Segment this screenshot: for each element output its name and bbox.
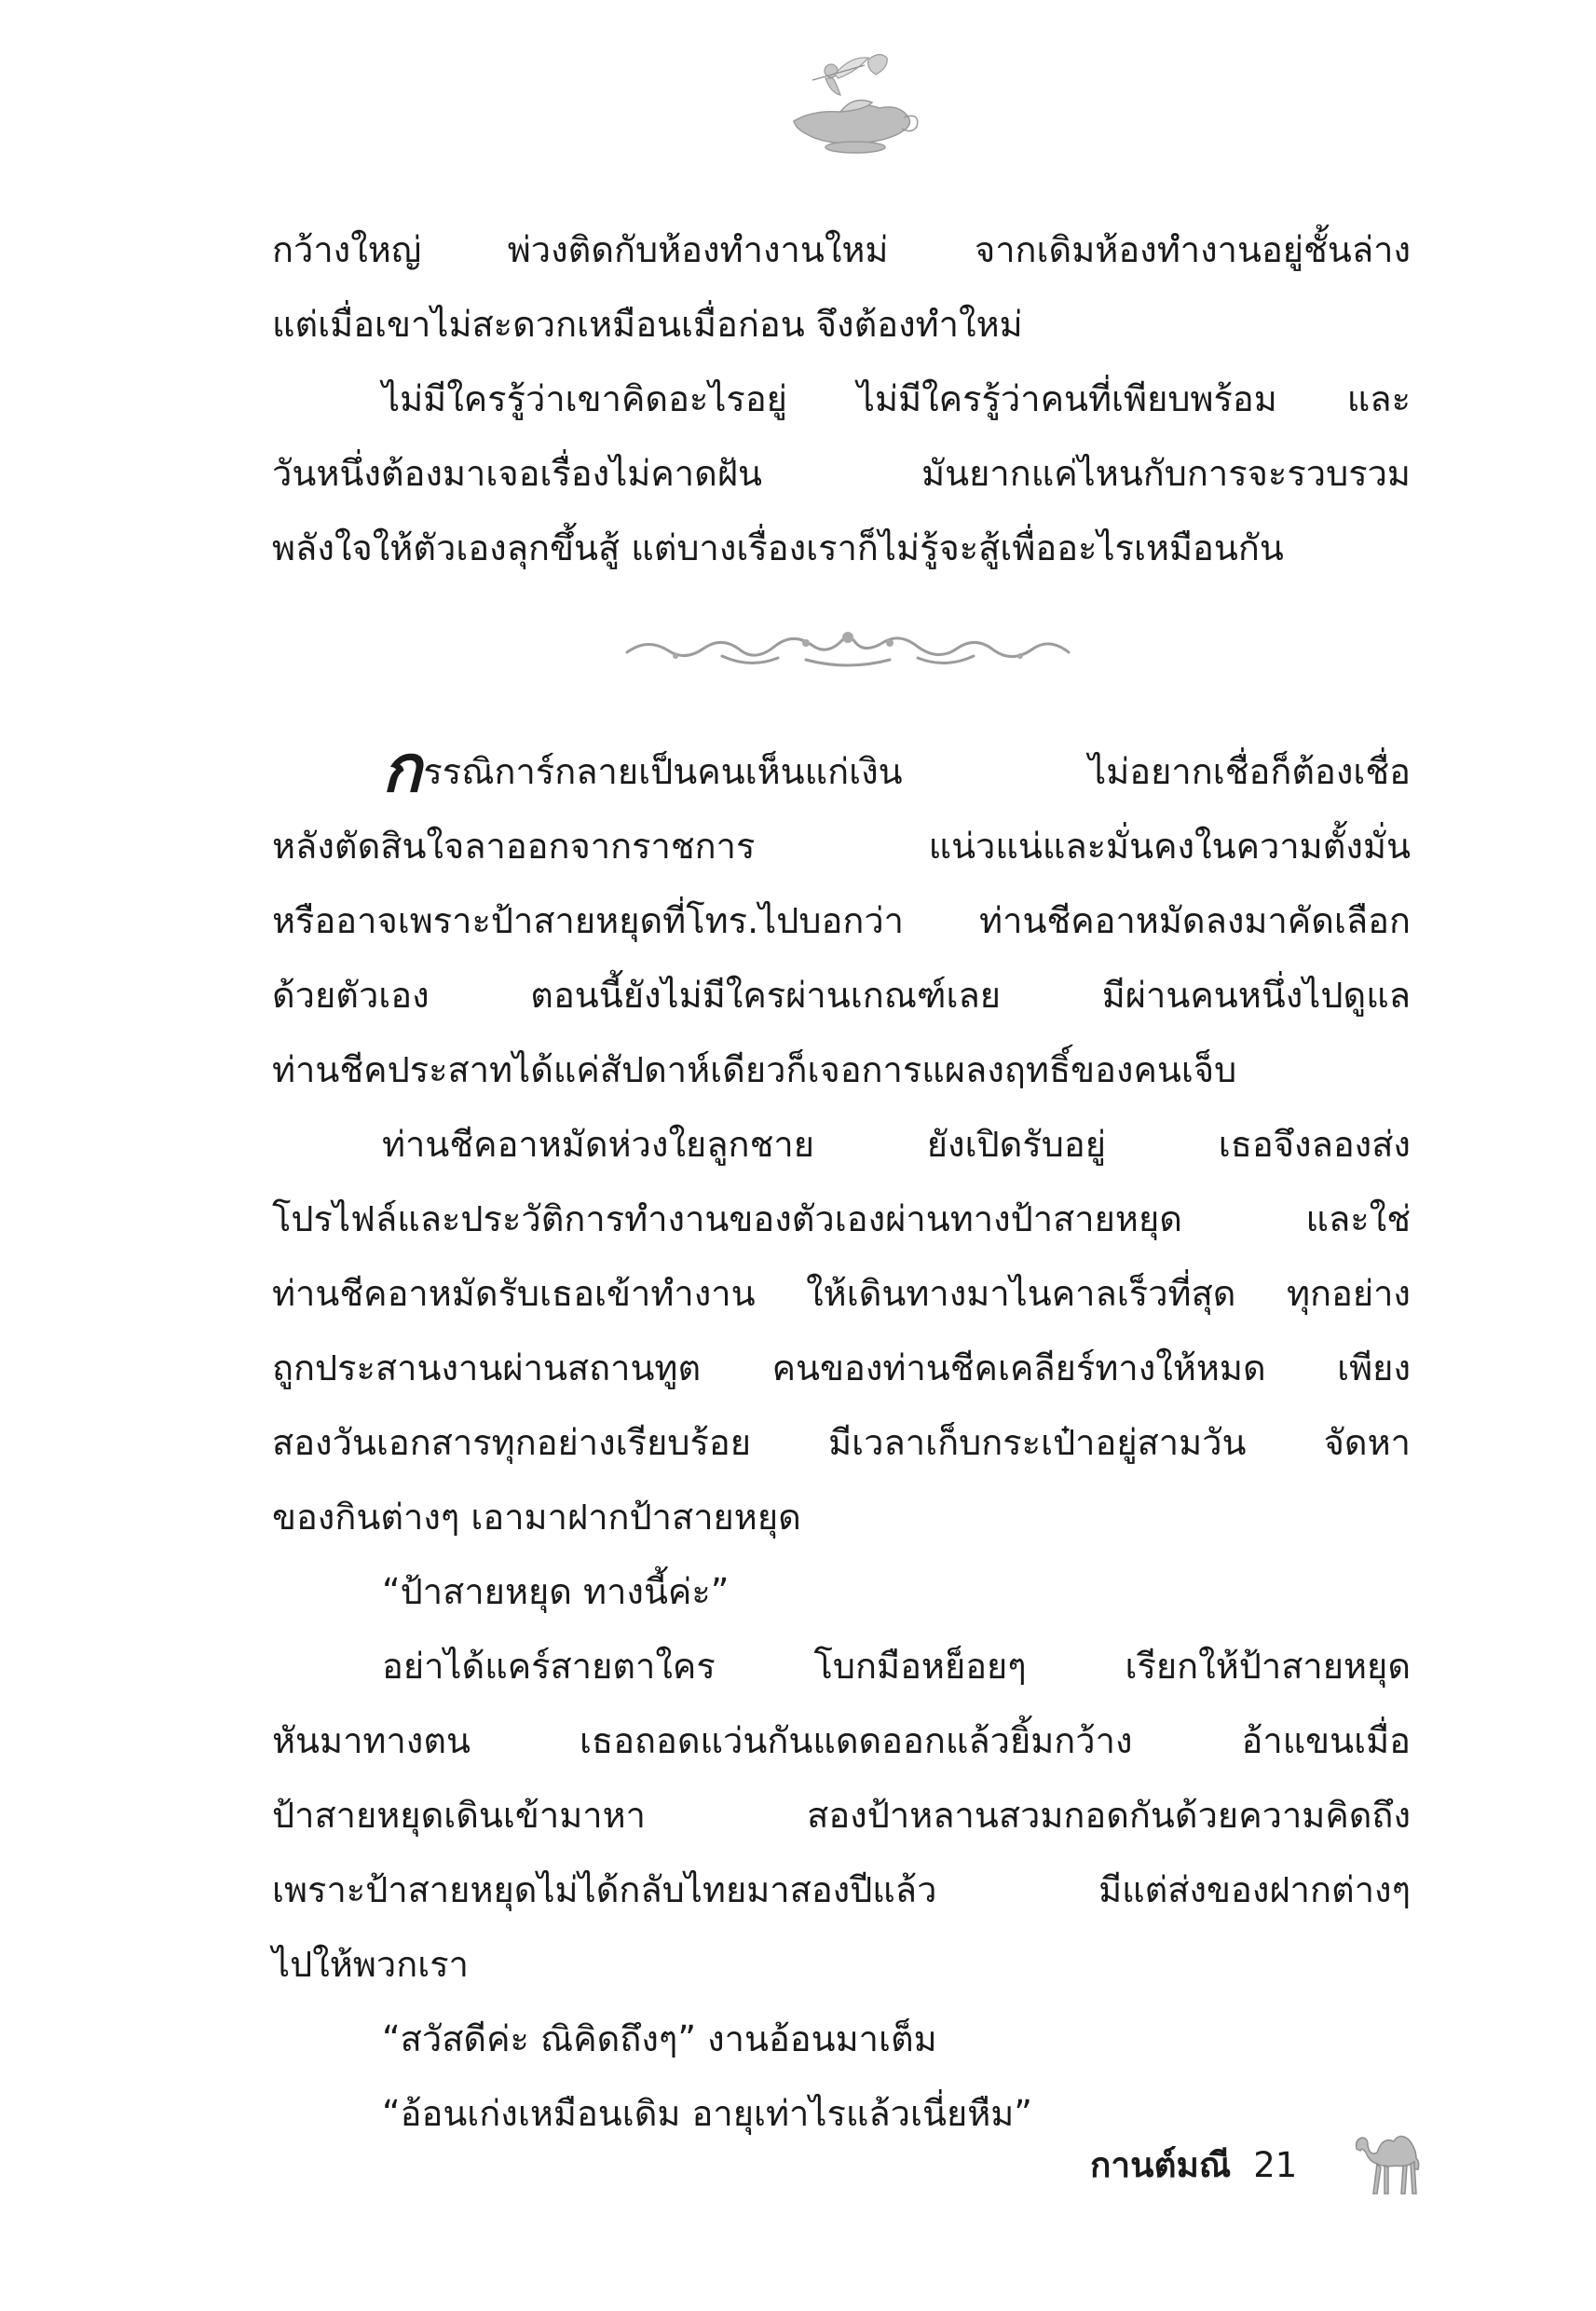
page-footer xyxy=(1090,2138,1297,2194)
text-line: หรืออาจเพราะป้าสายหยุดที่โทร.ไปบอกว่า ท่านชีคอาหมัดลงมาคัดเลือก xyxy=(272,900,1411,941)
text-line: ป้าสายหยุดเดินเข้ามาหา สองป้าหลานสวมกอดกันด้วยความคิดถึง xyxy=(272,1795,1411,1836)
text-line-rest: รรณิการ์กลายเป็นคนเห็นแก่เงิน ไม่อยากเชื่อก็ต้องเชื่อ xyxy=(423,751,1411,792)
text-line: โปรไฟล์และประวัติการทำงานของตัวเองผ่านทางป้าสายหยุด และใช่ xyxy=(272,1198,1411,1239)
text-line: ไปให้พวกเรา xyxy=(272,1944,469,1985)
paragraph-block-1 xyxy=(272,212,1411,585)
text-line: เพราะป้าสายหยุดไม่ได้กลับไทยมาสองปีแล้ว มีแต่ส่งของฝากต่างๆ xyxy=(272,1869,1411,1910)
drop-cap: ก xyxy=(382,731,422,807)
text-line: ไม่มีใครรู้ว่าเขาคิดอะไรอยู่ ไม่มีใครรู้ว่าคนที่เพียบพร้อม และ xyxy=(382,378,1411,419)
paragraph-block-2 xyxy=(272,731,1411,2151)
text-line-dropcap xyxy=(272,731,1411,809)
text-line: แต่เมื่อเขาไม่สะดวกเหมือนเมื่อก่อน จึงต้องทำใหม่ xyxy=(272,304,1023,345)
text-line: ท่านชีคอาหมัดห่วงใยลูกชาย ยังเปิดรับอยู่ เธอจึงลองส่ง xyxy=(382,1124,1411,1165)
text-line: พลังใจให้ตัวเองลุกขึ้นสู้ แต่บางเรื่องเราก็ไม่รู้จะสู้เพื่ออะไรเหมือนกัน xyxy=(272,527,1284,568)
text-line: ถูกประสานงานผ่านสถานทูต คนของท่านชีคเคลียร์ทางให้หมด เพียง xyxy=(272,1347,1411,1388)
text-line: หลังตัดสินใจลาออกจากราชการ แน่วแน่และมั่นคงในความตั้งมั่น xyxy=(272,826,1411,867)
genie-lamp-icon xyxy=(775,47,924,158)
dialogue-line: “ป้าสายหยุด ทางนี้ค่ะ” xyxy=(382,1571,730,1612)
text-line: หันมาทางตน เธอถอดแว่นกันแดดออกแล้วยิ้มกว้าง อ้าแขนเมื่อ xyxy=(272,1720,1411,1761)
book-title: กานต์มณี xyxy=(1090,2145,1232,2185)
dialogue-line: “อ้อนเก่งเหมือนเดิม อายุเท่าไรแล้วเนี่ยหืม” xyxy=(382,2093,1032,2134)
text-line: อย่าได้แคร์สายตาใคร โบกมือหย็อยๆ เรียกให้ป้าสายหยุด xyxy=(382,1646,1411,1687)
text-line: กว้างใหญ่ พ่วงติดกับห้องทำงานใหม่ จากเดิมห้องทำงานอยู่ชั้นล่าง xyxy=(272,229,1411,270)
page-number: 21 xyxy=(1253,2145,1298,2185)
dialogue-line: “สวัสดีค่ะ ณิคิดถึงๆ” งานอ้อนมาเต็ม xyxy=(382,2018,937,2059)
text-line: ด้วยตัวเอง ตอนนี้ยังไม่มีใครผ่านเกณฑ์เลย มีผ่านคนหนึ่งไปดูแล xyxy=(272,975,1411,1016)
text-line: ของกินต่างๆ เอามาฝากป้าสายหยุด xyxy=(272,1497,801,1538)
text-line: สองวันเอกสารทุกอย่างเรียบร้อย มีเวลาเก็บกระเป๋าอยู่สามวัน จัดหา xyxy=(272,1422,1411,1463)
camel-icon xyxy=(1351,2125,1427,2197)
text-line: วันหนึ่งต้องมาเจอเรื่องไม่คาดฝัน มันยากแค่ไหนกับการจะรวบรวม xyxy=(272,453,1411,494)
ornament-divider xyxy=(620,624,1076,673)
text-line: ท่านชีคประสาทได้แค่สัปดาห์เดียวก็เจอการแผลงฤทธิ์ของคนเจ็บ xyxy=(272,1049,1237,1090)
text-line: ท่านชีคอาหมัดรับเธอเข้าทำงาน ให้เดินทางมาไนคาลเร็วที่สุด ทุกอย่าง xyxy=(272,1273,1411,1314)
